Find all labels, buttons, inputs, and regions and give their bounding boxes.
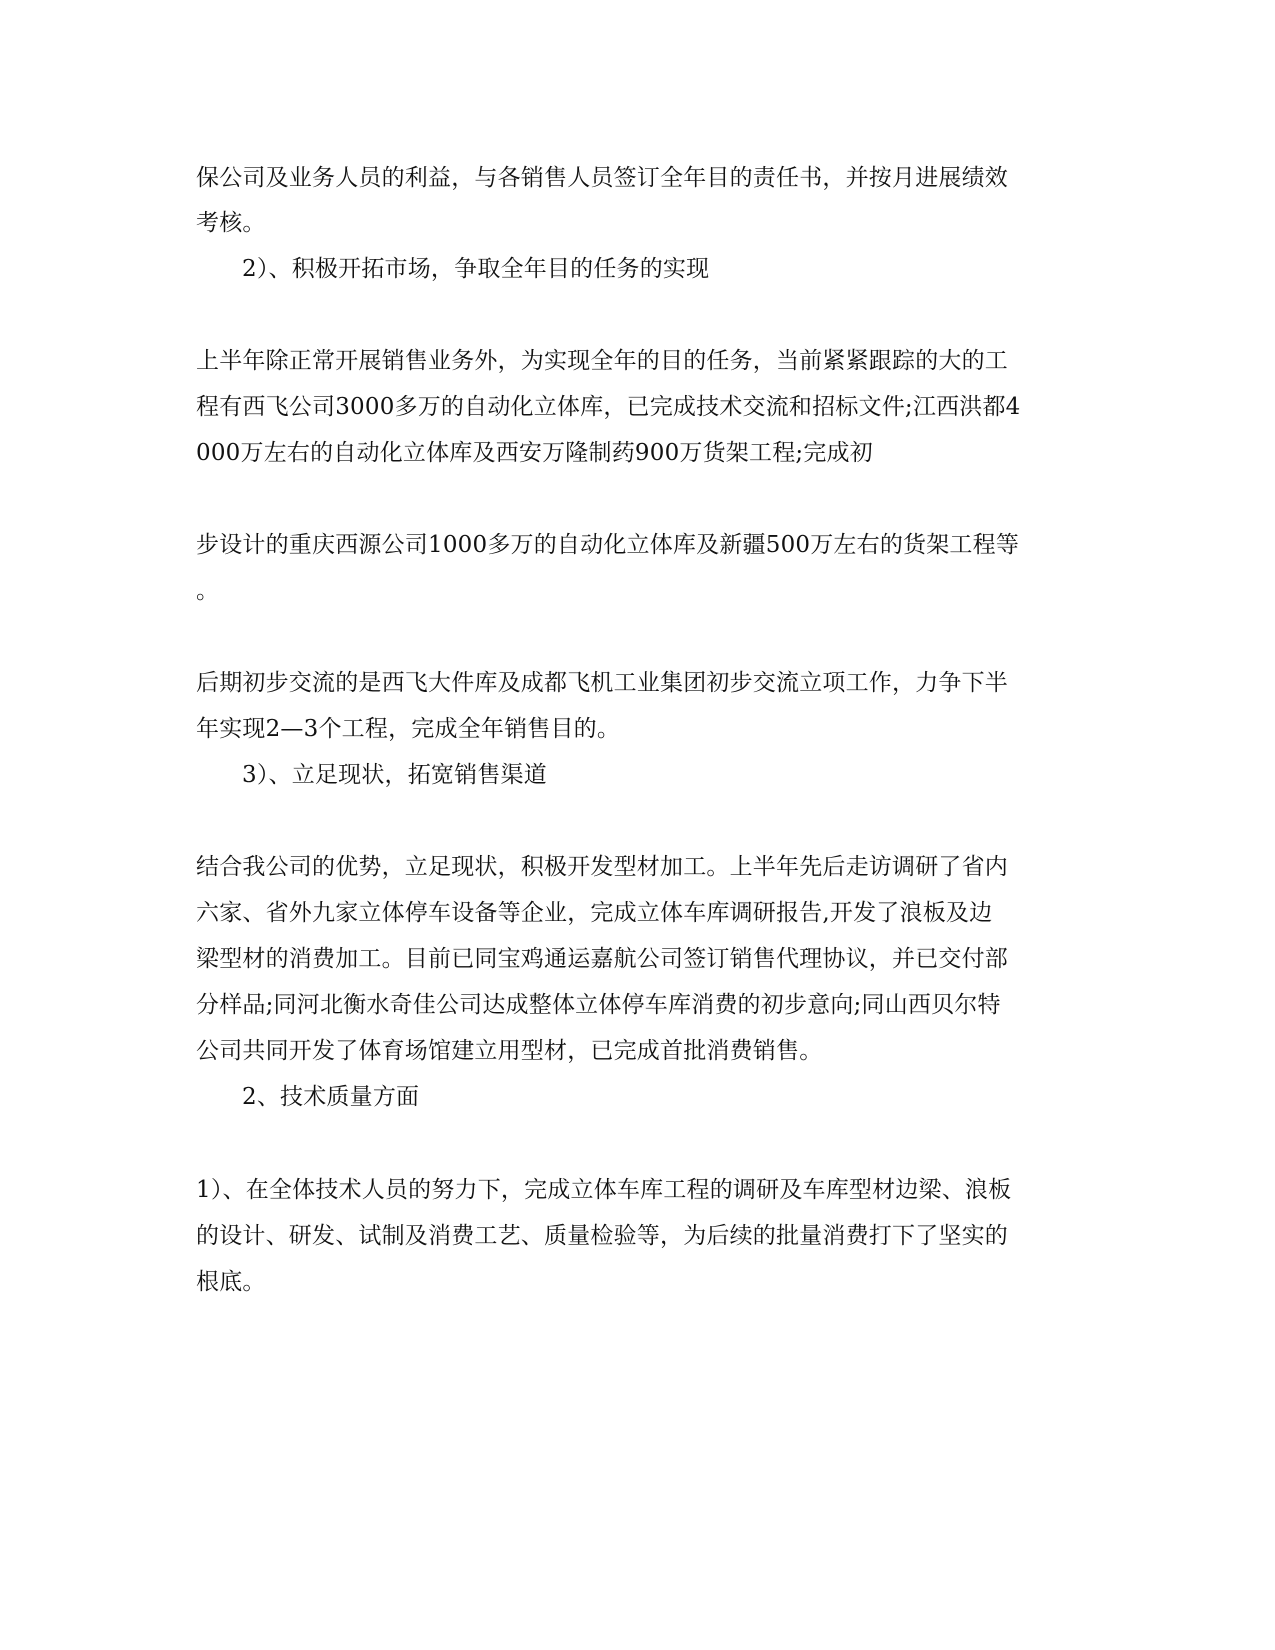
section-heading: 2、技术质量方面: [242, 1084, 420, 1110]
text-line: 000万左右的自动化立体库及西安万隆制药900万货架工程;完成初: [196, 440, 873, 466]
text-line: 的设计、研发、试制及消费工艺、质量检验等，为后续的批量消费打下了坚实的: [196, 1223, 1008, 1249]
text-line: 保公司及业务人员的利益，与各销售人员签订全年目的责任书，并按月进展绩效: [196, 165, 1008, 191]
text-line: 步设计的重庆西源公司1000多万的自动化立体库及新疆500万左右的货架工程等: [196, 532, 1020, 558]
text-line: 。: [196, 578, 220, 604]
text-line: 公司共同开发了体育场馆建立用型材，已完成首批消费销售。: [196, 1038, 823, 1064]
text-line: 程有西飞公司3000多万的自动化立体库，已完成技术交流和招标文件;江西洪都4: [196, 394, 1021, 420]
text-line: 六家、省外九家立体停车设备等企业，完成立体车库调研报告,开发了浪板及边: [196, 900, 993, 926]
text-line: 上半年除正常开展销售业务外，为实现全年的目的任务，当前紧紧跟踪的大的工: [196, 348, 1008, 374]
text-line: 后期初步交流的是西飞大件库及成都飞机工业集团初步交流立项工作，力争下半: [196, 670, 1008, 696]
text-line: 结合我公司的优势，立足现状，积极开发型材加工。上半年先后走访调研了省内: [196, 854, 1008, 880]
text-line: 1）、在全体技术人员的努力下，完成立体车库工程的调研及车库型材边梁、浪板: [196, 1177, 1012, 1203]
text-line: 年实现2—3个工程，完成全年销售目的。: [196, 716, 621, 742]
text-line: 根底。: [196, 1269, 266, 1295]
subheading: 2）、积极开拓市场，争取全年目的任务的实现: [242, 256, 710, 282]
text-line: 考核。: [196, 210, 266, 236]
text-line: 分样品;同河北衡水奇佳公司达成整体立体停车库消费的初步意向;同山西贝尔特: [196, 992, 1001, 1018]
subheading: 3）、立足现状，拓宽销售渠道: [242, 762, 547, 788]
text-line: 梁型材的消费加工。目前已同宝鸡通运嘉航公司签订销售代理协议，并已交付部: [196, 946, 1008, 972]
